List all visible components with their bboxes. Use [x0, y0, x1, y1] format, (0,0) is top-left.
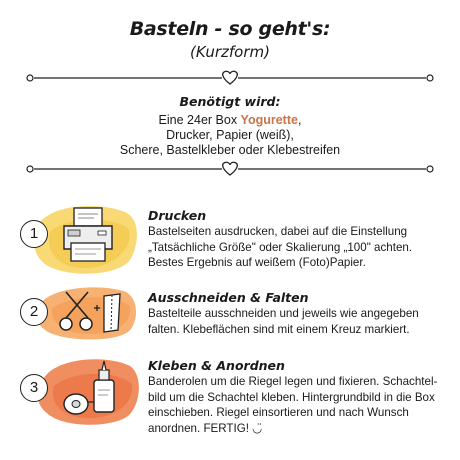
- step-description: Bastelteile ausschneiden und jeweils wie angegeben falten. Klebeflächen sind mit einem Kreuz markiert.: [148, 307, 419, 336]
- needed-list: [0, 113, 460, 158]
- printer-icon: [58, 205, 118, 265]
- step-title: Drucken: [148, 208, 207, 223]
- heart-icon: [223, 71, 238, 84]
- heart-divider-top: [26, 68, 434, 88]
- page-title: Basteln - so geht's:: [129, 18, 331, 40]
- scissors-icon: [58, 288, 124, 336]
- step-title: Ausschneiden & Falten: [148, 290, 309, 305]
- needed-line-3: Schere, Bastelkleber oder Klebestreifen: [119, 143, 341, 157]
- step-3: [0, 352, 460, 442]
- step-number: 2: [20, 298, 48, 326]
- step-number: 3: [20, 374, 48, 402]
- heart-divider-bottom: [26, 159, 434, 179]
- step-1: [0, 200, 460, 280]
- step-title: Kleben & Anordnen: [148, 358, 285, 373]
- step-description: Bastelseiten ausdrucken, dabei auf die Einstellung „Tatsächliche Größe" oder Skalierung „100" achten. Bestes Ergebnis auf weißem (Foto)Papier.: [148, 225, 413, 269]
- step-2: [0, 284, 460, 344]
- heart-icon: [223, 162, 238, 175]
- glue-bottle-icon: [60, 358, 120, 418]
- needed-heading: Benötigt wird:: [179, 94, 281, 109]
- page-subtitle: (Kurzform): [190, 43, 270, 61]
- step-description: Banderolen um die Riegel legen und fixieren. Schachtel- bild um die Schachtel kleben. Hintergrundbild in die Box einschieben. Riegel einsortieren und nach Wunsch anordnen. FERTIG! ◡̈: [148, 375, 438, 435]
- needed-line-1: Eine 24er Box Yogurette,: [158, 113, 302, 127]
- brand-name: Yogurette: [240, 113, 298, 127]
- step-number: 1: [20, 220, 48, 248]
- needed-line-2: Drucker, Papier (weiß),: [166, 128, 294, 142]
